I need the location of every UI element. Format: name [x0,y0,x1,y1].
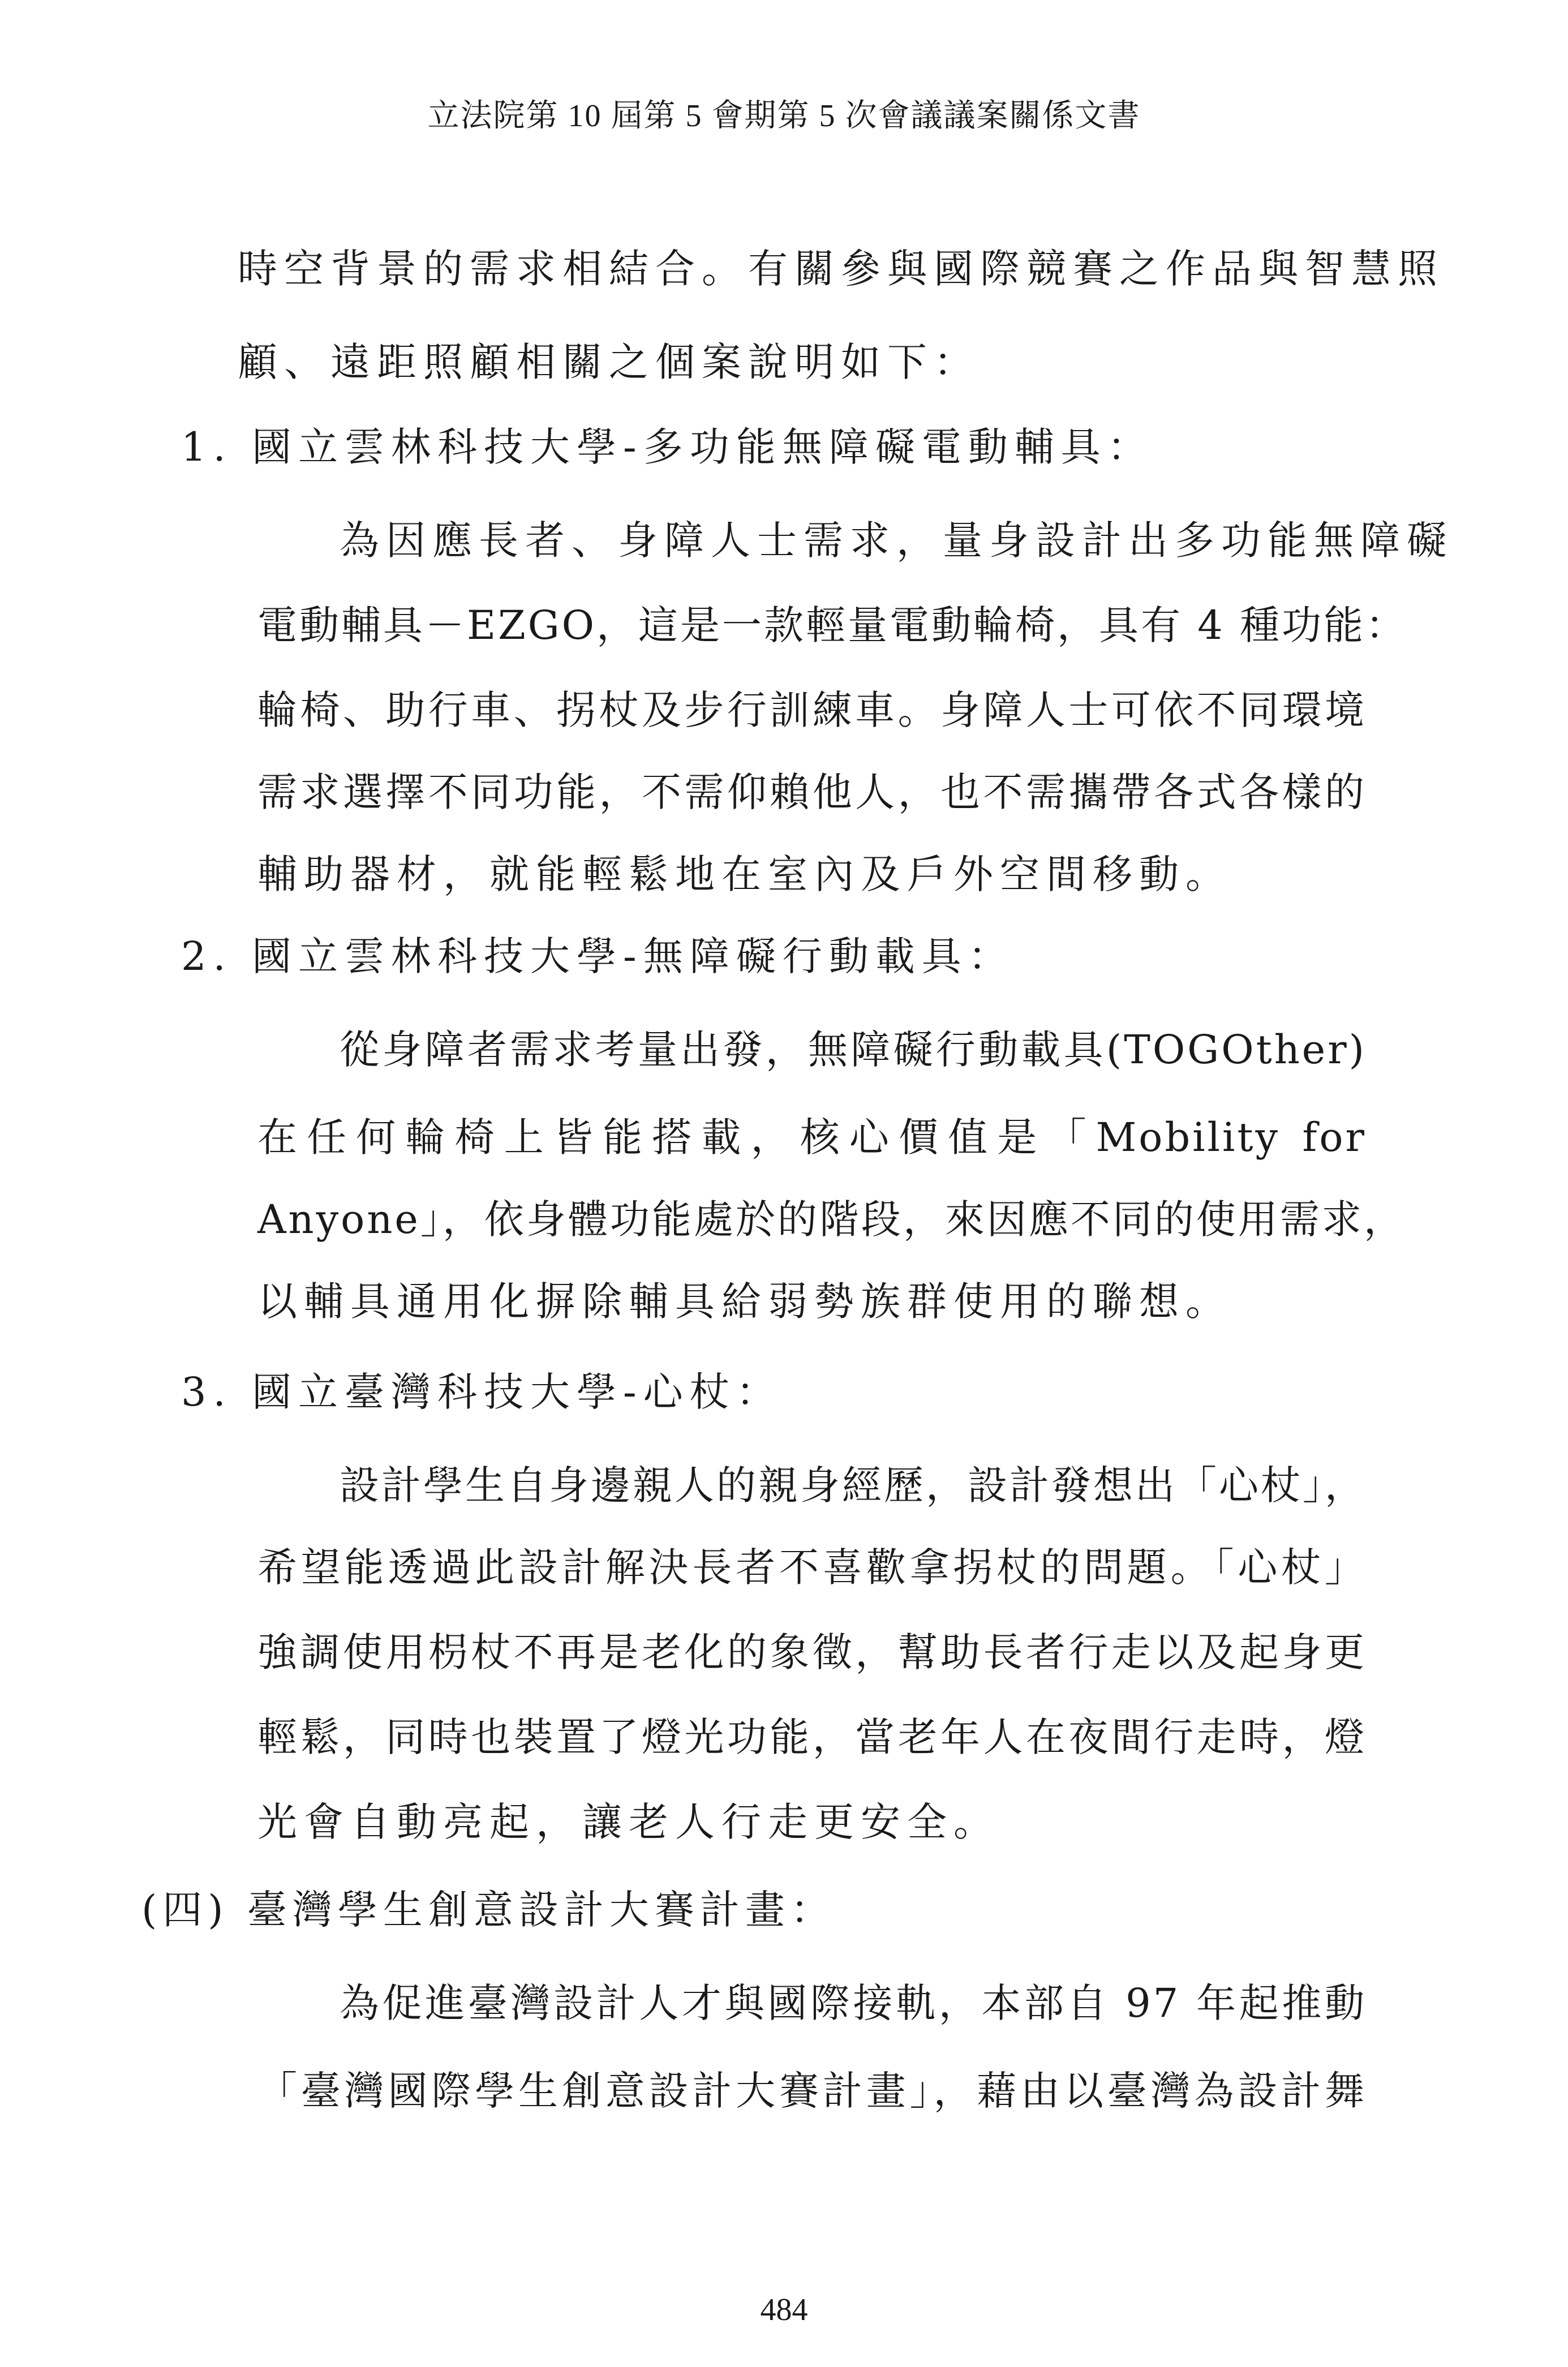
list-item-title: 2. 國立雲林科技大學-無障礙行動載具： [181,933,1015,980]
paragraph-line: 為促進臺灣設計人才與國際接軌，本部自 97 年起推動 [340,1980,1367,2026]
list-item-title: 3. 國立臺灣科技大學-心杖： [181,1369,783,1415]
paragraph-line: 輔助器材，就能輕鬆地在室內及戶外空間移動。 [257,851,1232,897]
paragraph-line: 設計學生自身邊親人的親身經歷，設計發想出「心杖」， [340,1462,1367,1509]
list-item-title: 1. 國立雲林科技大學-多功能無障礙電動輔具： [181,424,1154,470]
paragraph-line: 顧、遠距照顧相關之個案說明如下： [238,339,980,385]
paragraph-line: 需求選擇不同功能，不需仰賴他人，也不需攜帶各式各樣的 [257,769,1367,815]
page-number: 484 [760,2292,808,2327]
paragraph-line: 時空背景的需求相結合。有關參與國際競賽之作品與智慧照 [238,246,1444,292]
paragraph-line: 輕鬆，同時也裝置了燈光功能，當老年人在夜間行走時，燈 [257,1714,1367,1760]
paragraph-line: 輪椅、助行車、拐杖及步行訓練車。身障人士可依不同環境 [257,687,1367,733]
document-header: 立法院第 10 屆第 5 會期第 5 次會議議案關係文書 [427,98,1141,134]
paragraph-line: 為因應長者、身障人士需求，量身設計出多功能無障礙 [340,517,1453,564]
paragraph-line: 從身障者需求考量出發，無障礙行動載具(TOGOther) [340,1026,1367,1073]
paragraph-line: 強調使用枴杖不再是老化的象徵，幫助長者行走以及起身更 [257,1629,1367,1676]
paragraph-line: 在任何輪椅上皆能搭載，核心價值是「Mobility for [257,1114,1367,1161]
paragraph-line: 電動輔具－EZGO，這是一款輕量電動輪椅，具有 4 種功能： [257,602,1408,648]
paragraph-line: Anyone」，依身體功能處於的階段，來因應不同的使用需求， [257,1196,1406,1243]
section-title: (四) 臺灣學生創意設計大賽計畫： [141,1887,836,1933]
paragraph-line: 光會自動亮起，讓老人行走更安全。 [257,1799,1000,1845]
paragraph-line: 以輔具通用化摒除輔具給弱勢族群使用的聯想。 [257,1278,1232,1325]
paragraph-line: 「臺灣國際學生創意設計大賽計畫」，藉由以臺灣為設計舞 [257,2068,1367,2114]
paragraph-line: 希望能透過此設計解決長者不喜歡拿拐杖的問題。「心杖」 [257,1544,1367,1591]
